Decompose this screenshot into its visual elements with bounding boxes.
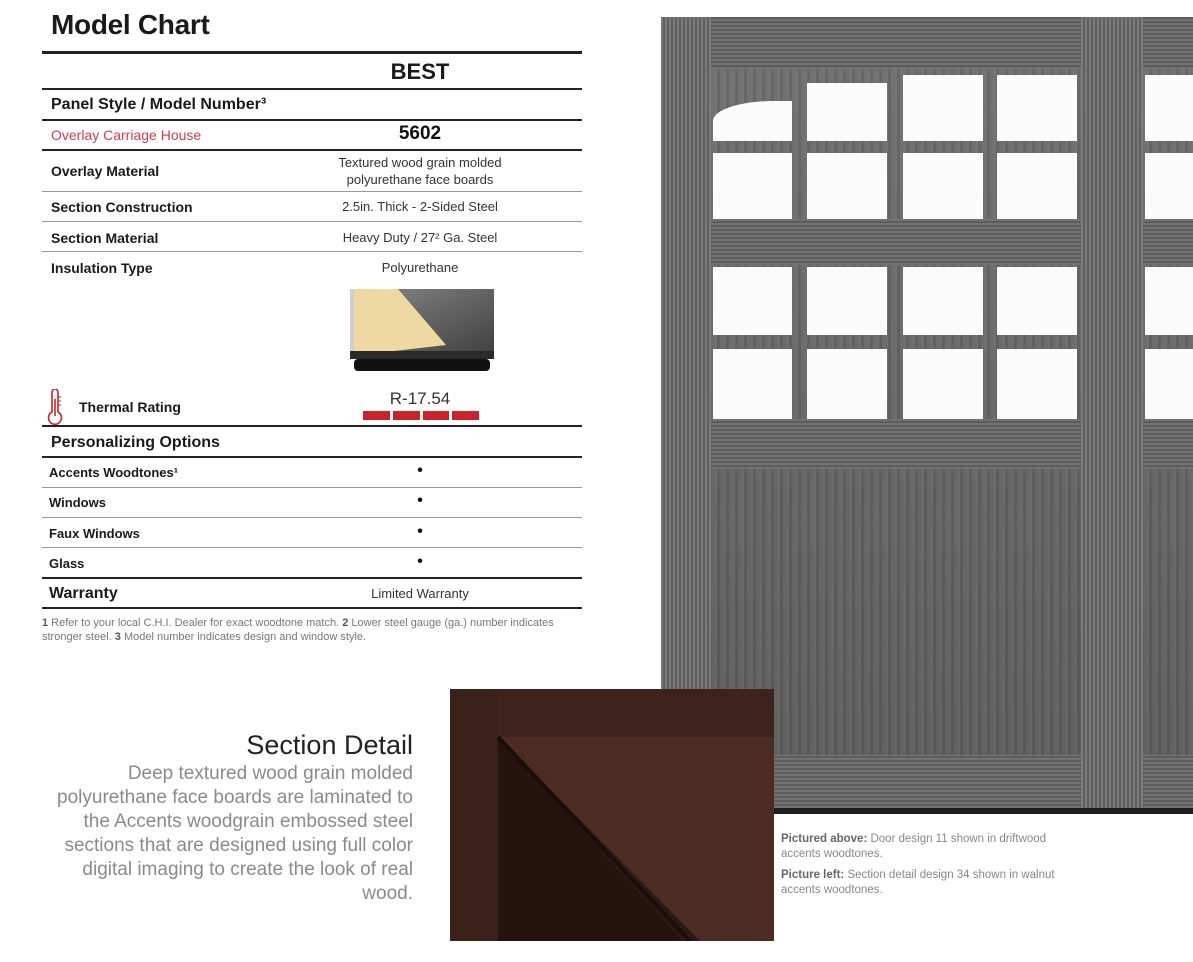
spec-label-insulation-type: Insulation Type (51, 260, 153, 276)
thermometer-icon (45, 389, 65, 425)
divider (42, 517, 582, 518)
window-pane (713, 267, 792, 335)
panel-style-name: Overlay Carriage House (51, 127, 202, 143)
footnote-number: 1 (42, 617, 49, 629)
option-value-windows: • (417, 492, 423, 509)
window-pane (713, 153, 792, 219)
door-rail (1143, 219, 1193, 265)
divider (42, 547, 582, 548)
spec-value-overlay-material: Textured wood grain molded polyurethane face boards (338, 155, 502, 187)
option-value-glass: • (417, 553, 423, 570)
window-pane (807, 153, 887, 219)
thermal-rating-value: R-17.54 (389, 389, 451, 408)
divider (42, 191, 582, 192)
door-rail (1143, 17, 1193, 69)
caption-label: Pictured above: (781, 833, 868, 845)
divider (42, 456, 582, 458)
spec-label-section-material: Section Material (51, 230, 159, 246)
footnote-number: 2 (342, 617, 349, 629)
window-pane (1145, 75, 1193, 141)
option-value-faux-windows: • (417, 523, 423, 540)
window-pane (997, 75, 1077, 141)
spec-label-overlay-material: Overlay Material (51, 163, 160, 179)
window-pane (713, 349, 792, 419)
window-pane (807, 267, 887, 335)
option-label-glass: Glass (49, 556, 85, 571)
window-pane (807, 349, 887, 419)
section-detail-illustration (450, 689, 774, 941)
door-rail (711, 219, 1081, 265)
page-title: Model Chart (51, 9, 210, 40)
insulation-section-image (350, 289, 494, 375)
window-pane (1145, 267, 1193, 335)
divider (42, 251, 582, 252)
door-rail (711, 17, 1081, 69)
divider (42, 51, 582, 54)
thermal-rating-segment (363, 411, 390, 420)
window-pane (807, 83, 887, 141)
thermal-rating-label: Thermal Rating (79, 399, 181, 415)
options-header: Personalizing Options (51, 434, 220, 451)
door-rail (1143, 755, 1193, 808)
option-value-accents-woodtones: • (417, 462, 423, 479)
footnote-number: 3 (114, 631, 121, 643)
divider (42, 149, 582, 151)
thermal-rating-segment (452, 411, 479, 420)
caption-label: Picture left: (781, 869, 845, 881)
option-label-accents-woodtones: Accents Woodtones¹ (49, 465, 179, 480)
divider (42, 88, 582, 90)
caption-picture-left (781, 868, 1081, 898)
warranty-label: Warranty (49, 585, 118, 602)
footnote-text: Model number indicates design and window style. (120, 631, 367, 643)
spec-value-insulation-type: Polyurethane (381, 260, 459, 275)
thermal-rating-segment (393, 411, 420, 420)
spec-label-section-construction: Section Construction (51, 199, 193, 215)
caption-pictured-above (781, 832, 1081, 862)
option-label-faux-windows: Faux Windows (49, 526, 140, 541)
window-pane (1145, 153, 1193, 219)
door-rail (711, 419, 1081, 469)
model-number: 5602 (398, 123, 442, 144)
thermal-rating-bar (363, 411, 479, 420)
footnote-text: Refer to your local C.H.I. Dealer for exact woodtone match. (48, 617, 343, 629)
section-detail-title: Section Detail (246, 730, 413, 760)
window-pane (997, 153, 1077, 219)
window-pane (903, 267, 983, 335)
caption-text: Door design 11 shown in driftwood accents woodtones. (781, 833, 1047, 860)
panel-style-header: Panel Style / Model Number³ (51, 96, 267, 113)
door-rail (1143, 419, 1193, 469)
divider (42, 487, 582, 488)
spec-value-section-material: Heavy Duty / 27² Ga. Steel (342, 230, 498, 245)
footnote (42, 616, 582, 644)
window-pane (903, 349, 983, 419)
warranty-value: Limited Warranty (371, 586, 469, 601)
tier-heading: BEST (390, 59, 450, 84)
section-detail-photo (450, 689, 774, 941)
footnote-text: Lower steel gauge (ga.) number indicates stronger steel. (42, 617, 554, 643)
window-pane (903, 75, 983, 141)
door-stile (1081, 17, 1143, 814)
window-pane (903, 153, 983, 219)
divider (42, 425, 582, 427)
option-label-windows: Windows (49, 495, 106, 510)
window-pane (997, 267, 1077, 335)
divider (42, 221, 582, 222)
model-number-cell (260, 125, 580, 143)
divider (42, 577, 582, 579)
caption-text: Section detail design 34 shown in walnut accents woodtones. (781, 869, 1055, 896)
thermal-rating-segment (423, 411, 450, 420)
divider (42, 607, 582, 609)
window-pane (997, 349, 1077, 419)
spec-value-section-construction: 2.5in. Thick - 2-Sided Steel (342, 199, 498, 214)
window-pane (1145, 349, 1193, 419)
section-detail-body: Deep textured wood grain molded polyurethane face boards are laminated to the Accents woodgrain embossed steel sections that are designed using full color digital imaging to create the look of real wood. (57, 763, 413, 904)
window-pane (713, 101, 792, 141)
divider (42, 119, 582, 121)
